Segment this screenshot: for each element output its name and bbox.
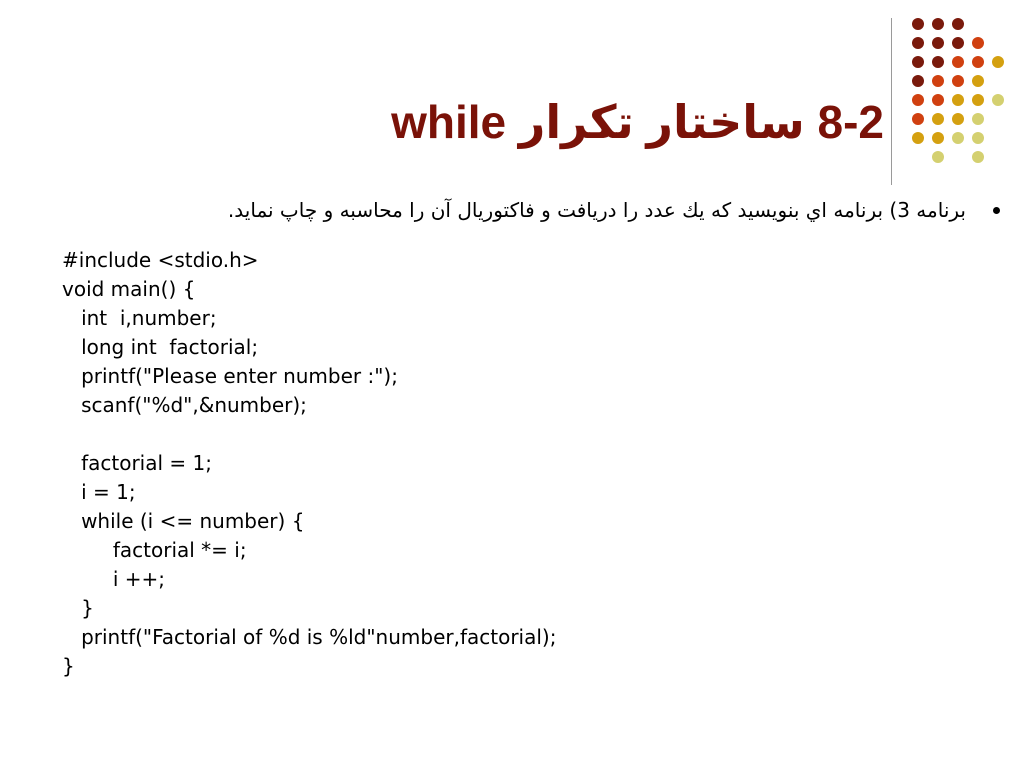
dot [932,113,944,125]
code-line: scanf("%d",&number); [62,393,307,417]
bullet-text: برنامه 3) برنامه اي بنويسيد كه يك عدد را دريافت و فاكتوريال آن را محاسبه و چاپ نمايد. [227,198,966,222]
dot [952,94,964,106]
dot [952,75,964,87]
dot [992,94,1004,106]
dot [972,94,984,106]
code-line: long int factorial; [62,335,259,359]
dot [912,113,924,125]
dot [912,75,924,87]
code-line: i = 1; [62,480,136,504]
dot [932,18,944,30]
code-line: int i,number; [62,306,217,330]
code-line: while (i <= number) { [62,509,305,533]
code-line: printf("Please enter number :"); [62,364,398,388]
code-line: } [62,654,75,678]
dot [952,132,964,144]
dot [912,132,924,144]
code-line: #include <stdio.h> [62,248,259,272]
dot [932,75,944,87]
dot [952,37,964,49]
title-divider [891,18,892,185]
dot [972,113,984,125]
dot [912,94,924,106]
dot [972,56,984,68]
code-line: factorial = 1; [62,451,212,475]
dot [972,75,984,87]
dot [912,37,924,49]
dot [932,94,944,106]
code-line: } [62,596,94,620]
dot [952,56,964,68]
code-line: printf("Factorial of %d is %ld"number,factorial); [62,625,557,649]
code-block [62,246,962,681]
code-line: void main() { [62,277,196,301]
slide-title: 8-2 ساختار تکرار while [391,96,884,148]
dot [992,56,1004,68]
dot [972,132,984,144]
dot [952,18,964,30]
dot [972,151,984,163]
dot [912,18,924,30]
code-line [62,420,962,449]
code-line: factorial *= i; [62,538,247,562]
dot [932,37,944,49]
dot-grid-icon [904,10,1014,170]
dot [932,151,944,163]
bullet-item [146,198,966,223]
code-line: i ++; [62,567,166,591]
dot [912,56,924,68]
dot [952,113,964,125]
dot [972,37,984,49]
bullet-dot-icon [993,207,1000,214]
dot [932,132,944,144]
dot [932,56,944,68]
